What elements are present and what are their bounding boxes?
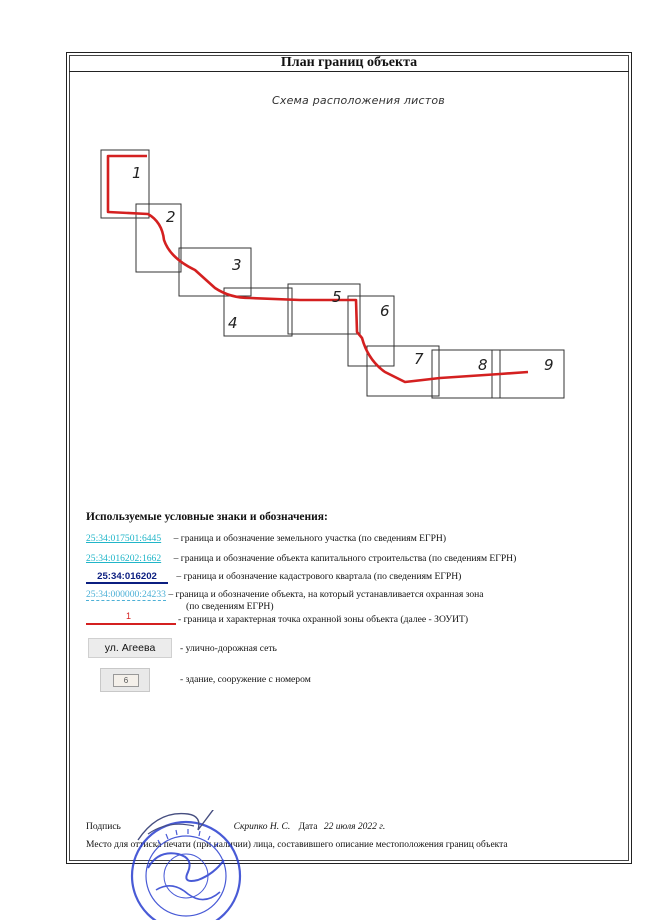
sheet-label-5: 5 [332, 288, 342, 306]
stamp-and-signature-image [128, 810, 258, 920]
sheet-label-9: 9 [544, 356, 554, 374]
sheet-label-4: 4 [228, 314, 238, 332]
sheet-label-7: 7 [414, 350, 424, 368]
legend-description: – граница и обозначение объекта капитального строительства (по сведениям ЕГРН) [173, 553, 517, 564]
sheet-frame-7 [367, 346, 439, 396]
legend-item-cadastral-quarter [86, 571, 461, 584]
zone-boundary-symbol [86, 611, 176, 626]
zone-boundary-line [86, 623, 176, 625]
sheet-label-8: 8 [478, 356, 488, 374]
sheet-label-6: 6 [380, 302, 390, 320]
street-network-symbol: ул. Агеева [88, 638, 172, 658]
building-symbol [100, 668, 150, 692]
protected-object-symbol: 25:34:000000:24233 [86, 589, 166, 600]
legend-item-protected-object [86, 589, 484, 601]
scheme-title: Схема расположения листов [272, 94, 445, 107]
signature-label: Подпись [86, 822, 121, 832]
sheet-frame-5 [288, 284, 360, 334]
legend-item-zone-boundary: - граница и характерная точка охранной зоны объекта (далее - ЗОУИТ) [178, 614, 469, 625]
cadastral-quarter-symbol: 25:34:016202 [86, 571, 168, 584]
building-number: 6 [113, 674, 139, 687]
land-parcel-symbol: 25:34:017501:6445 [86, 533, 162, 544]
sheet-label-2: 2 [166, 208, 176, 226]
zone-point-number: 1 [126, 611, 132, 621]
legend-description: – граница и обозначение объекта, на который устанавливается охранная зона [168, 589, 484, 600]
legend-item-capital-object [86, 553, 516, 564]
boundary-line [108, 156, 528, 382]
legend-item-building: - здание, сооружение с номером [180, 674, 311, 685]
legend-description: – граница и обозначение кадастрового квартала (по сведениям ЕГРН) [176, 571, 462, 582]
legend-item-street-network: - улично-дорожная сеть [180, 643, 277, 654]
legend-heading: Используемые условные знаки и обозначения: [86, 511, 328, 523]
date-label: Дата [298, 822, 318, 832]
legend-description: – граница и обозначение земельного участка (по сведениям ЕГРН) [173, 533, 447, 544]
legend-item-land-parcel [86, 533, 446, 544]
stamp-note: Место для оттиска печати (при наличии) лица, составившего описание местоположения границ объекта [86, 840, 508, 850]
legend-item-protected-object-note: (по сведениям ЕГРН) [186, 601, 274, 612]
signature-date: 22 июля 2022 г. [323, 822, 386, 832]
sheet-label-1: 1 [132, 164, 142, 182]
page-title: План границ объекта [69, 55, 629, 72]
signer-name: Скрипко Н. С. [233, 822, 291, 832]
sheet-label-3: 3 [232, 256, 242, 274]
capital-object-symbol: 25:34:016202:1662 [86, 553, 162, 564]
